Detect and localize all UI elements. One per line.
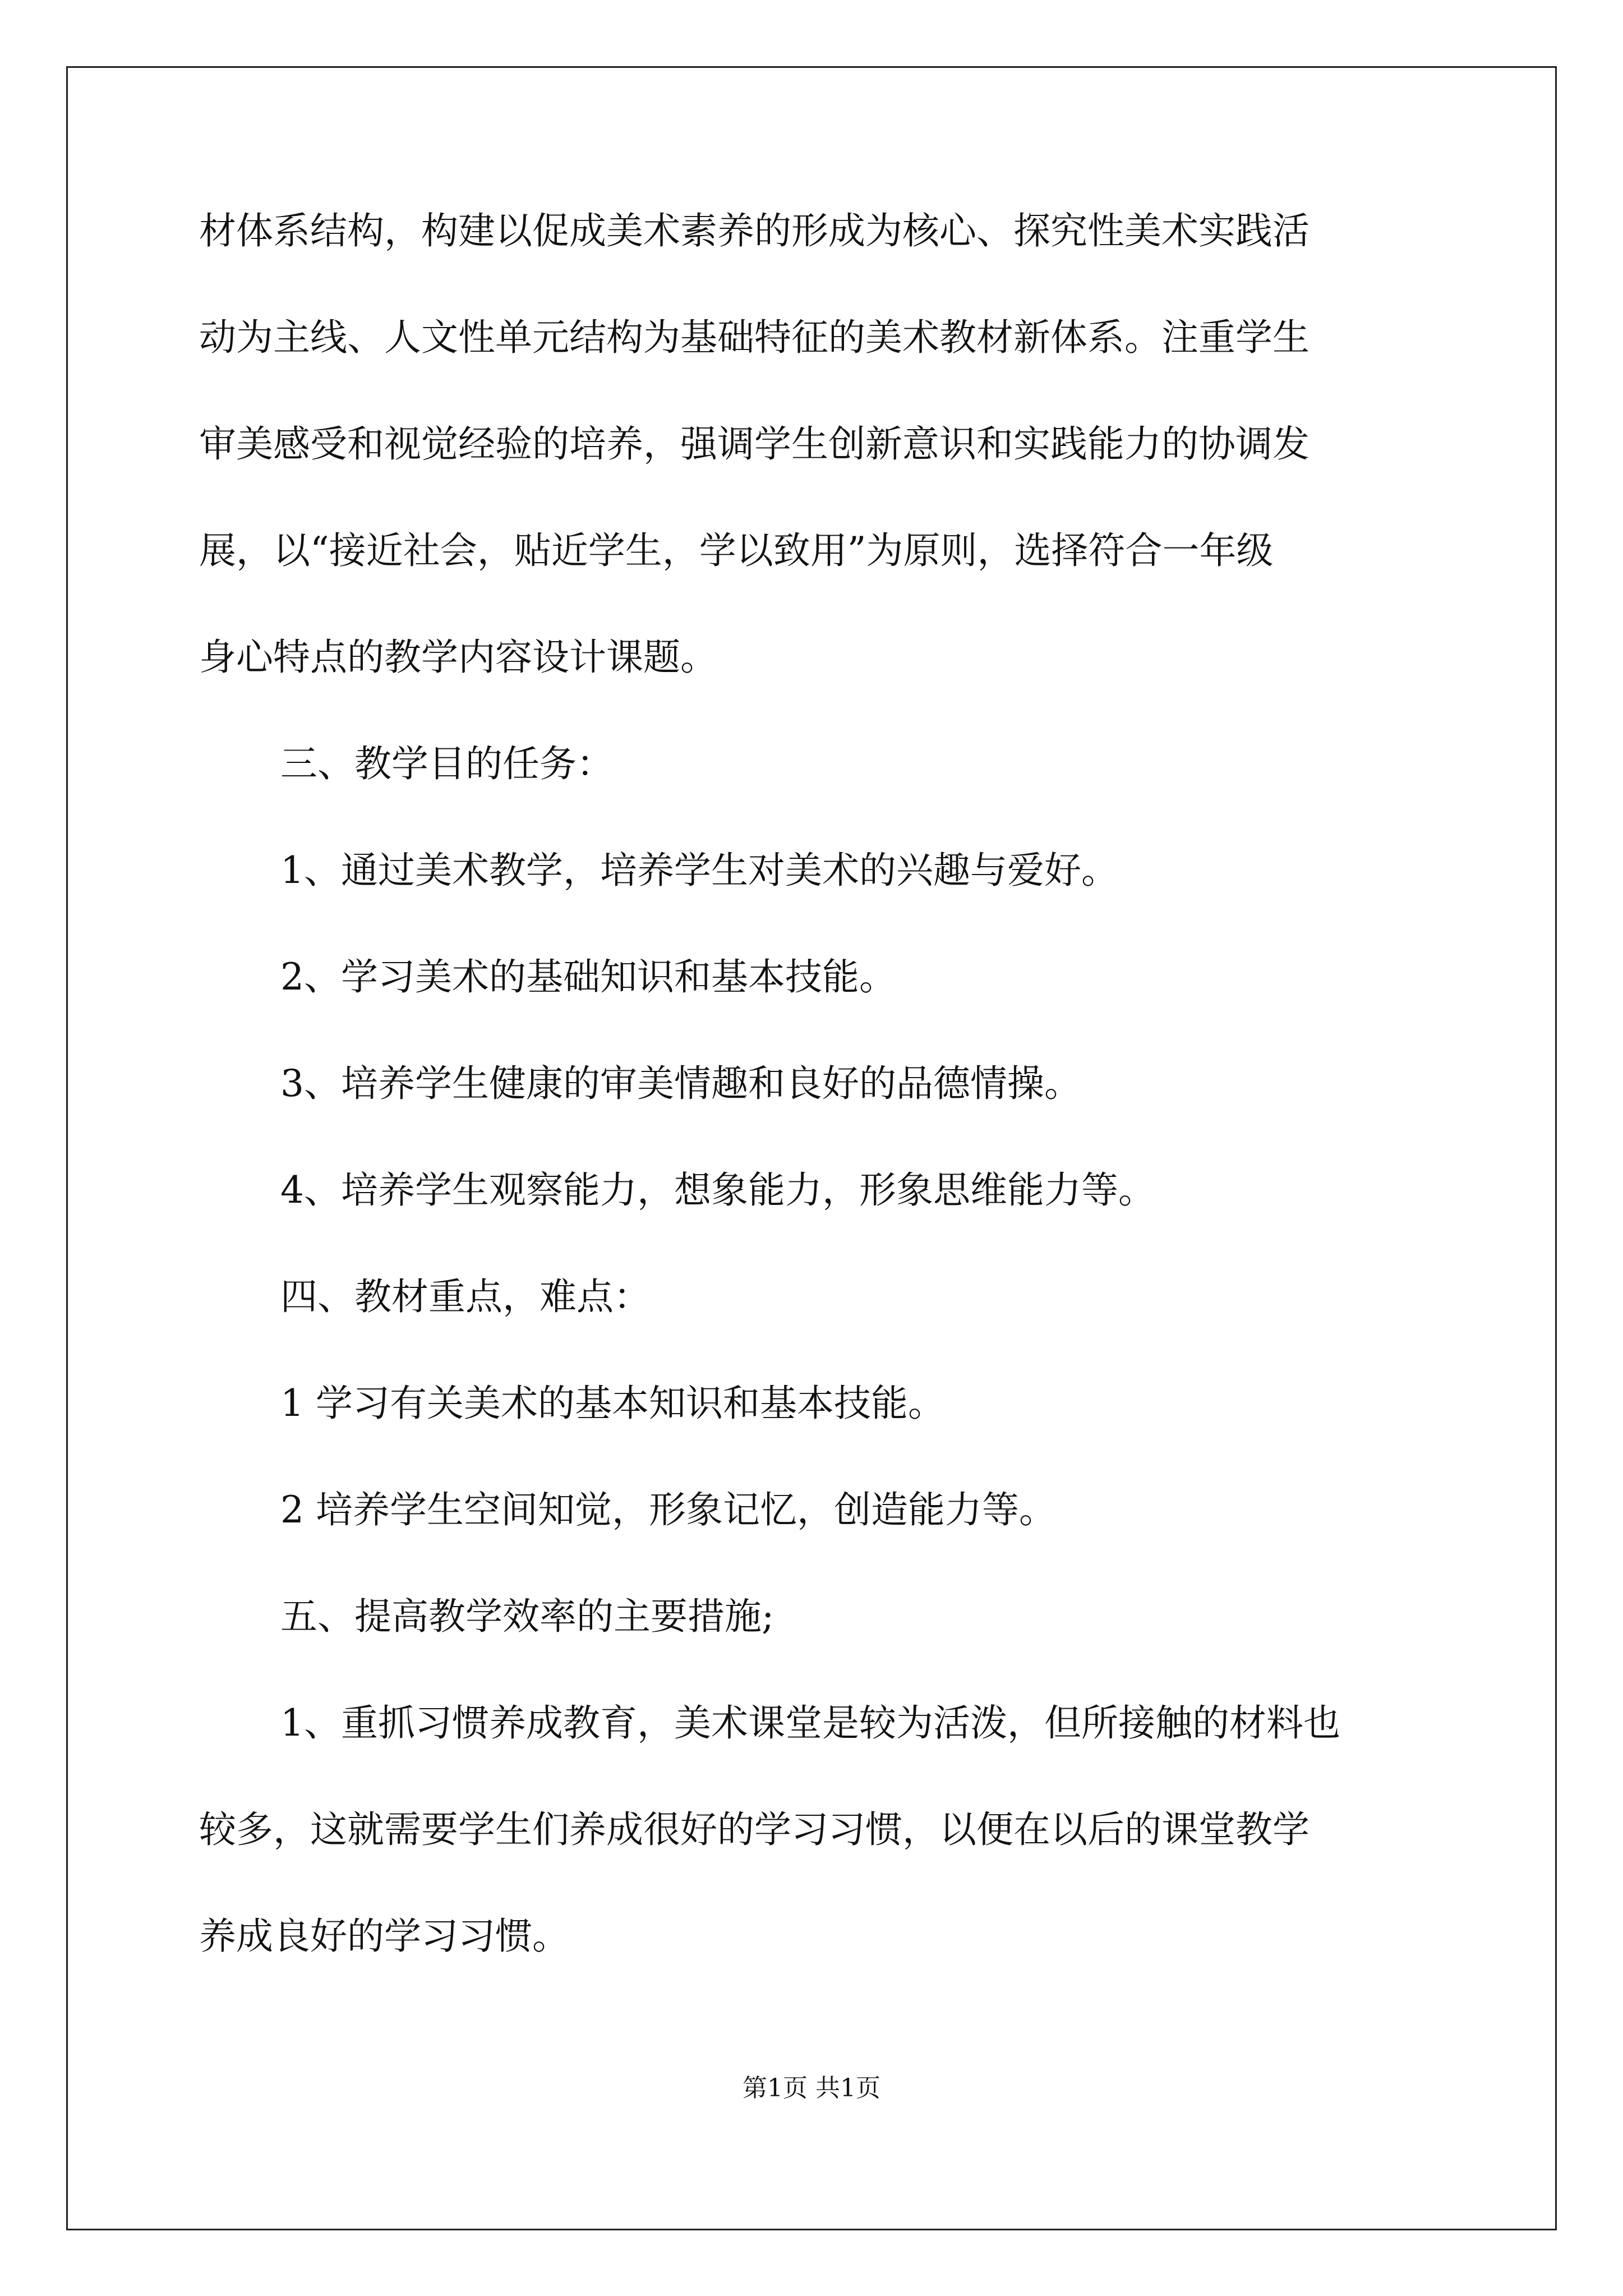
list-item-objective-2: 2、学习美术的基础知识和基本技能。 [280, 955, 896, 999]
body-line-5: 身心特点的教学内容设计课题。 [199, 636, 717, 679]
body-line-2: 动为主线、人文性单元结构为基础特征的美术教材新体系。注重学生 [199, 316, 1310, 359]
section-heading-objectives: 三、教学目的任务： [280, 742, 614, 785]
measure-line-3: 养成良好的学习习惯。 [199, 1915, 569, 1958]
list-item-key-point-2: 2 培养学生空间知觉，形象记忆，创造能力等。 [280, 1488, 1056, 1531]
body-line-4: 展，以“接近社会，贴近学生，学以致用”为原则，选择符合一年级 [199, 529, 1274, 572]
body-line-1: 材体系结构，构建以促成美术素养的形成为核心、探究性美术实践活 [199, 209, 1310, 252]
body-line-3: 审美感受和视觉经验的培养，强调学生创新意识和实践能力的协调发 [199, 422, 1310, 466]
section-heading-measures: 五、提高教学效率的主要措施; [280, 1595, 774, 1638]
list-item-objective-4: 4、培养学生观察能力，想象能力，形象思维能力等。 [280, 1168, 1155, 1212]
page-border [66, 66, 1557, 2230]
list-item-key-point-1: 1 学习有关美术的基本知识和基本技能。 [280, 1382, 945, 1425]
list-item-objective-3: 3、培养学生健康的审美情趣和良好的品德情操。 [280, 1062, 1081, 1105]
measure-line-1: 1、重抓习惯养成教育，美术课堂是较为活泼，但所接触的材料也 [280, 1701, 1340, 1745]
list-item-objective-1: 1、通过美术教学，培养学生对美术的兴趣与爱好。 [280, 849, 1118, 892]
section-heading-key-points: 四、教材重点，难点： [280, 1275, 651, 1318]
page-number-footer: 第1页 共1页 [743, 2074, 880, 2102]
measure-line-2: 较多，这就需要学生们养成很好的学习习惯，以便在以后的课堂教学 [199, 1808, 1310, 1851]
